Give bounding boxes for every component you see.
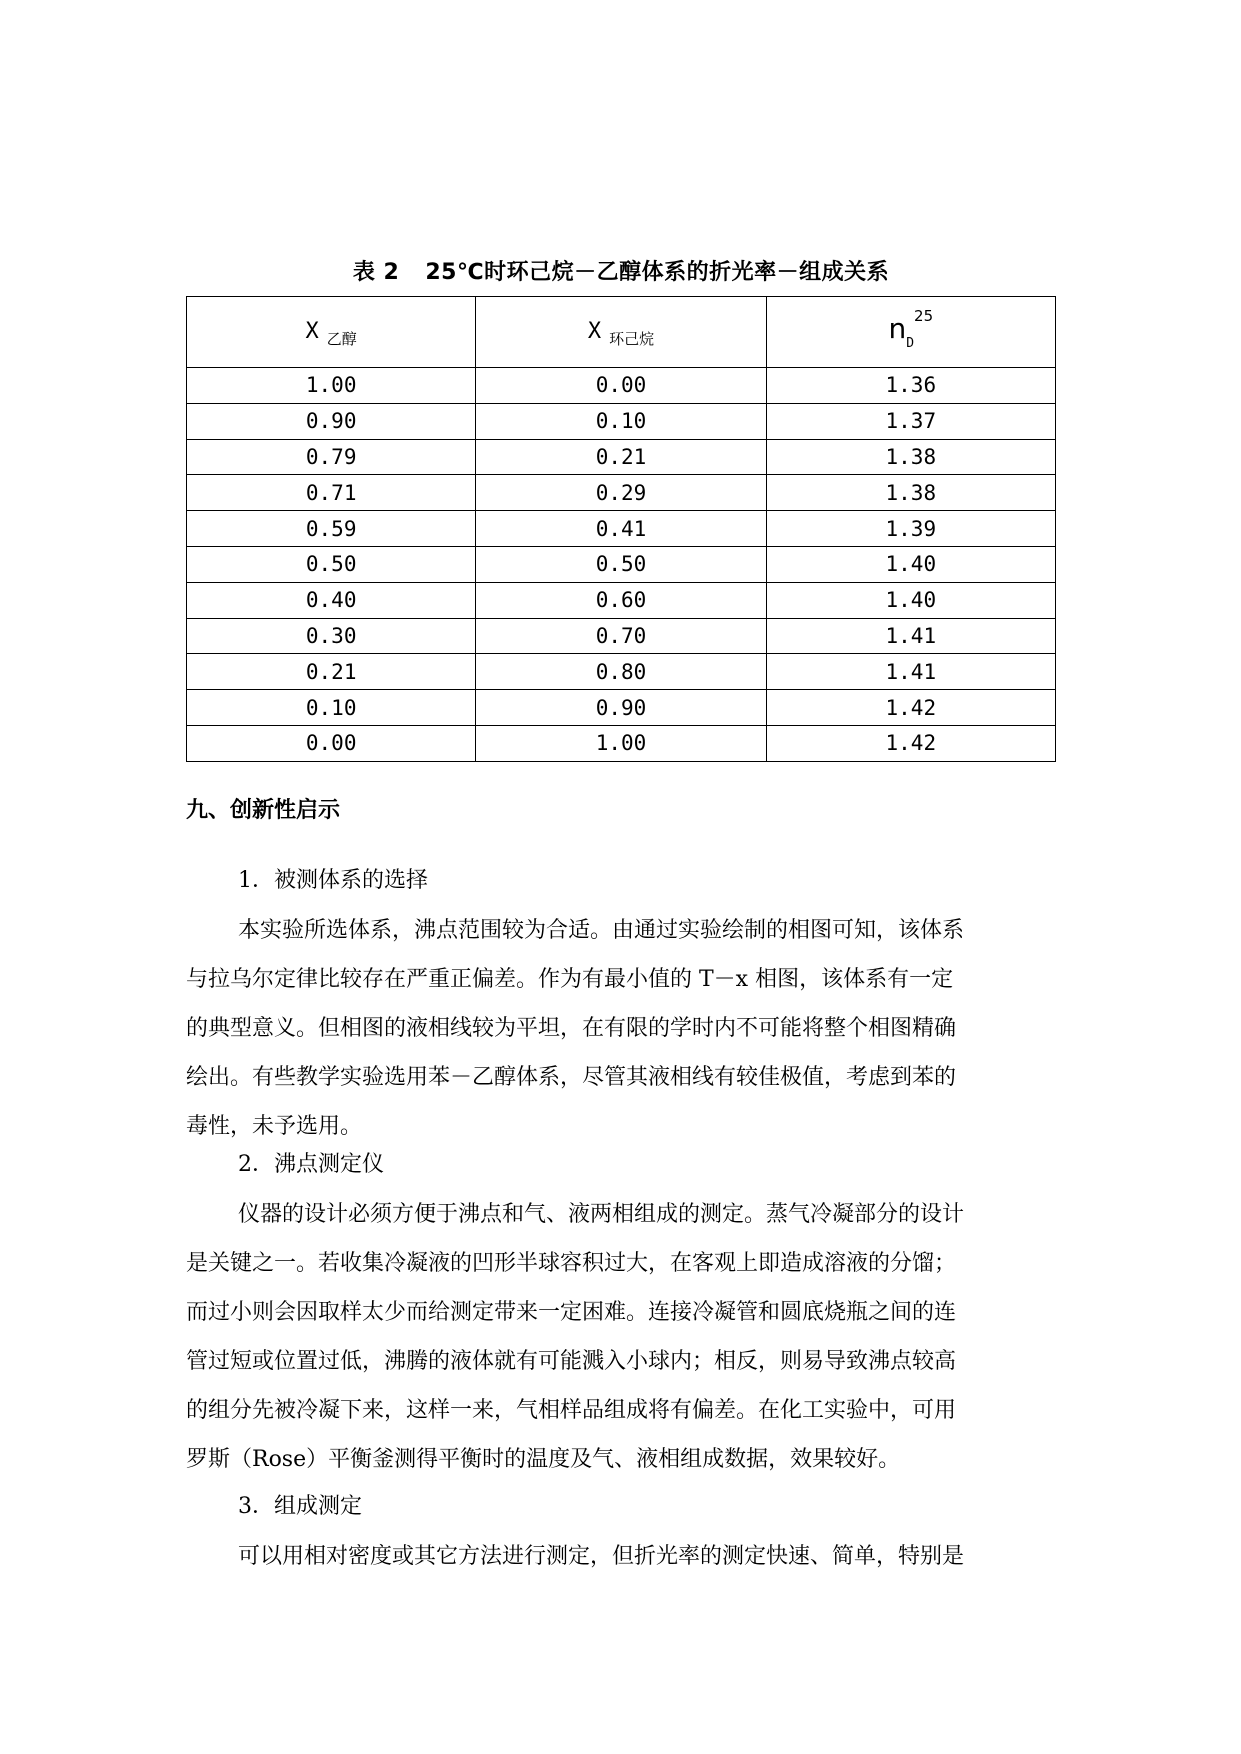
cell-refractive-index: 1.36: [766, 368, 1055, 404]
paragraph-line: 毒性，未予选用。: [186, 1114, 363, 1139]
cell-x-ethanol: 0.21: [187, 654, 476, 690]
cell-x-ethanol: 1.00: [187, 368, 476, 404]
table-header-row: [187, 297, 1056, 368]
paragraph-line: 与拉乌尔定律比较存在严重正偏差。作为有最小值的 T－x 相图，该体系有一定: [186, 967, 954, 992]
cell-x-ethanol: 0.40: [187, 582, 476, 618]
cell-x-ethanol: 0.50: [187, 546, 476, 582]
item3-title: 3．组成测定: [238, 1494, 362, 1519]
item1-paragraph: [186, 906, 1056, 1151]
cell-refractive-index: 1.40: [766, 582, 1055, 618]
cell-x-ethanol: 0.79: [187, 439, 476, 475]
cell-refractive-index: 1.38: [766, 439, 1055, 475]
table-row: [187, 618, 1056, 654]
cell-x-ethanol: 0.90: [187, 403, 476, 439]
refractive-index-table: [186, 296, 1056, 762]
table-row: [187, 725, 1056, 761]
section-heading: 九、创新性启示: [186, 798, 341, 823]
table-row: [187, 368, 1056, 404]
cell-x-cyclohexane: 0.70: [476, 618, 766, 654]
table-row: [187, 511, 1056, 547]
cell-refractive-index: 1.41: [766, 654, 1055, 690]
table-row: [187, 690, 1056, 726]
paragraph-line: 本实验所选体系，沸点范围较为合适。由通过实验绘制的相图可知，该体系: [238, 918, 965, 943]
cell-x-cyclohexane: 1.00: [476, 725, 766, 761]
item2-paragraph: [186, 1190, 1056, 1484]
table-caption: [186, 258, 1056, 288]
table-row: [187, 582, 1056, 618]
cell-refractive-index: 1.41: [766, 618, 1055, 654]
table-number: 表 2: [352, 260, 400, 285]
cell-refractive-index: 1.38: [766, 475, 1055, 511]
cell-x-cyclohexane: 0.21: [476, 439, 766, 475]
cell-refractive-index: 1.39: [766, 511, 1055, 547]
cell-refractive-index: 1.40: [766, 546, 1055, 582]
paragraph-line: 罗斯（Rose）平衡釜测得平衡时的温度及气、液相组成数据，效果较好。: [186, 1447, 901, 1472]
paragraph-line: 的典型意义。但相图的液相线较为平坦，在有限的学时内不可能将整个相图精确: [186, 1016, 957, 1041]
cell-x-ethanol: 0.71: [187, 475, 476, 511]
table-title: 25℃时环己烷－乙醇体系的折光率－组成关系: [425, 260, 890, 285]
cell-x-ethanol: 0.10: [187, 690, 476, 726]
cell-x-cyclohexane: 0.29: [476, 475, 766, 511]
cell-x-cyclohexane: 0.50: [476, 546, 766, 582]
cell-x-cyclohexane: 0.41: [476, 511, 766, 547]
cell-x-ethanol: 0.59: [187, 511, 476, 547]
paragraph-line: 可以用相对密度或其它方法进行测定，但折光率的测定快速、简单，特别是: [238, 1544, 965, 1569]
paragraph-line: 管过短或位置过低，沸腾的液体就有可能溅入小球内；相反，则易导致沸点较高: [186, 1349, 957, 1374]
paragraph-line: 的组分先被冷凝下来，这样一来，气相样品组成将有偏差。在化工实验中，可用: [186, 1398, 957, 1423]
item1-title: 1．被测体系的选择: [238, 868, 428, 893]
cell-x-cyclohexane: 0.80: [476, 654, 766, 690]
table-row: [187, 475, 1056, 511]
item3-paragraph: [186, 1532, 1056, 1581]
cell-x-cyclohexane: 0.10: [476, 403, 766, 439]
cell-refractive-index: 1.42: [766, 690, 1055, 726]
cell-x-ethanol: 0.30: [187, 618, 476, 654]
cell-refractive-index: 1.42: [766, 725, 1055, 761]
header-refractive-index: $n_D^{25}$: [766, 297, 1055, 368]
paragraph-line: 而过小则会因取样太少而给测定带来一定困难。连接冷凝管和圆底烧瓶之间的连: [186, 1300, 957, 1325]
cell-x-cyclohexane: 0.90: [476, 690, 766, 726]
cell-x-cyclohexane: 0.60: [476, 582, 766, 618]
header-x-cyclohexane: X $_{环己烷}$: [476, 297, 766, 368]
paragraph-line: 绘出。有些教学实验选用苯－乙醇体系，尽管其液相线有较佳极值，考虑到苯的: [186, 1065, 957, 1090]
paragraph-line: 是关键之一。若收集冷凝液的凹形半球容积过大，在客观上即造成溶液的分馏；: [186, 1251, 957, 1276]
table-row: [187, 403, 1056, 439]
paragraph-line: 仪器的设计必须方便于沸点和气、液两相组成的测定。蒸气冷凝部分的设计: [238, 1202, 965, 1227]
table-row: [187, 439, 1056, 475]
cell-x-ethanol: 0.00: [187, 725, 476, 761]
table-row: [187, 546, 1056, 582]
cell-x-cyclohexane: 0.00: [476, 368, 766, 404]
table-row: [187, 654, 1056, 690]
cell-refractive-index: 1.37: [766, 403, 1055, 439]
header-x-ethanol: X $_{乙醇}$: [187, 297, 476, 368]
item2-title: 2．沸点测定仪: [238, 1152, 384, 1177]
